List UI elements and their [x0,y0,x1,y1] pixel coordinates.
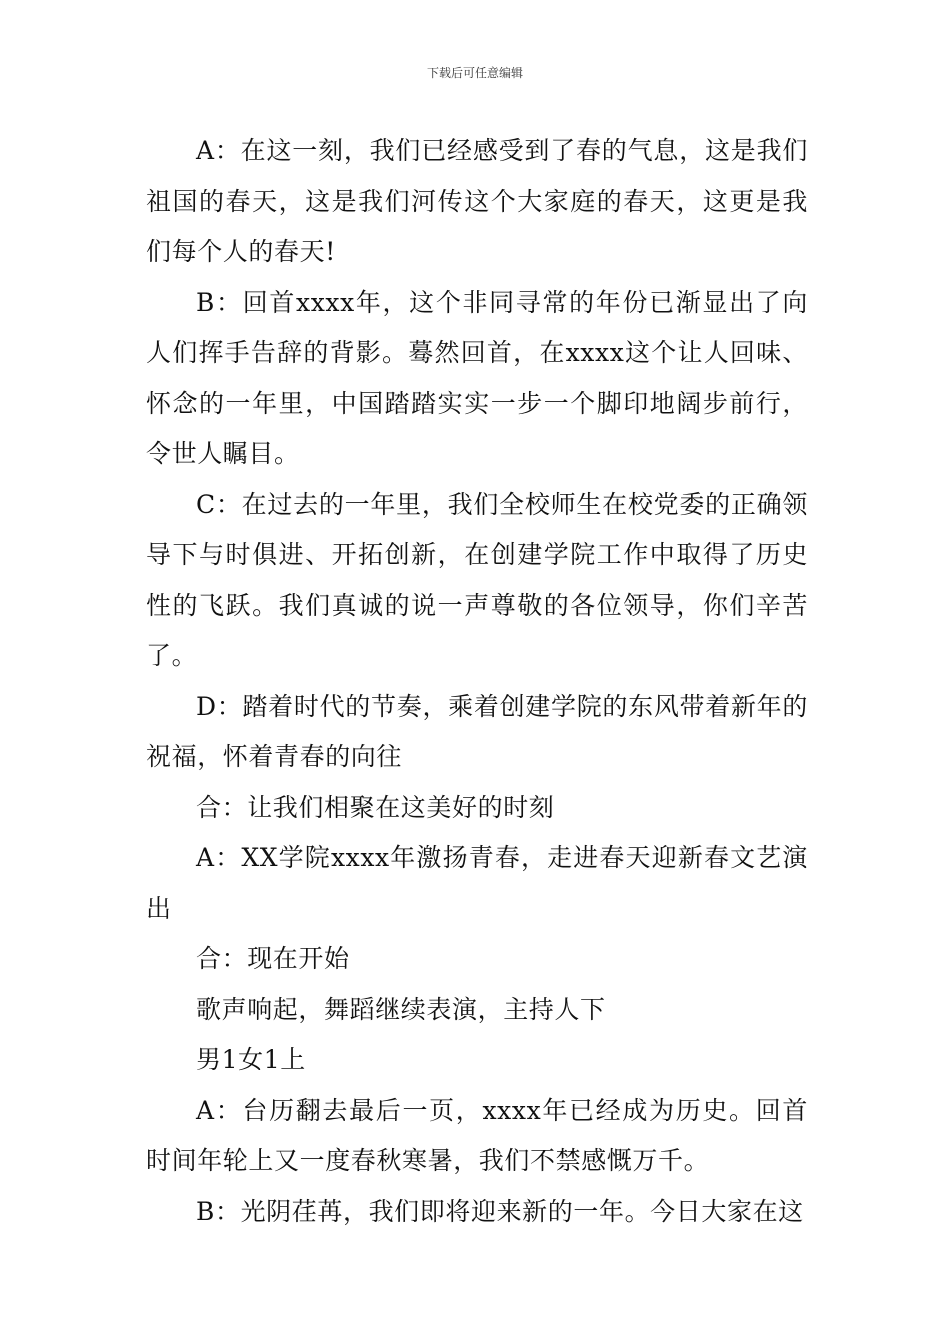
paragraph-together-start: 合：现在开始 [196,944,350,973]
page-header: 下载后可任意编辑 [426,66,523,80]
paragraph-b-time-flies: B：光阴荏苒，我们即将迎来新的一年。今日大家在这 [196,1196,804,1226]
paragraph-stage-direction-hosts: 男1女1上 [196,1045,306,1074]
paragraph-b-look-back: B：回首xxxx年，这个非同寻常的年份已渐显出了向人们挥手告辞的背影。蓦然回首，在xxxx这个让人回味、怀念的一年里，中国踏踏实实一步一个脚印地阔步前行，令世人瞩目。 [146,287,808,468]
paragraph-a-spring: A：在这一刻，我们已经感受到了春的气息，这是我们祖国的春天，这是我们河传这个大家庭的春天，这更是我们每个人的春天! [146,136,808,266]
paragraph-c-past-year: C：在过去的一年里，我们全校师生在校党委的正确领导下与时俱进、开拓创新，在创建学院工作中取得了历史性的飞跃。我们真诚的说一声尊敬的各位领导，你们辛苦了。 [146,489,808,670]
paragraph-together-gather: 合：让我们相聚在这美好的时刻 [196,792,555,822]
paragraph-stage-direction-song: 歌声响起，舞蹈继续表演，主持人下 [196,994,606,1024]
document-body [146,126,808,1237]
paragraph-d-rhythm: D：踏着时代的节奏，乘着创建学院的东风带着新年的祝福，怀着青春的向往 [146,691,808,771]
paragraph-a-performance-title: A：XX学院xxxx年激扬青春，走进春天迎新春文艺演出 [146,843,808,923]
paragraph-a-calendar: A：台历翻去最后一页，xxxx年已经成为历史。回首时间年轮上又一度春秋寒暑，我们不禁感慨万千。 [146,1095,808,1175]
